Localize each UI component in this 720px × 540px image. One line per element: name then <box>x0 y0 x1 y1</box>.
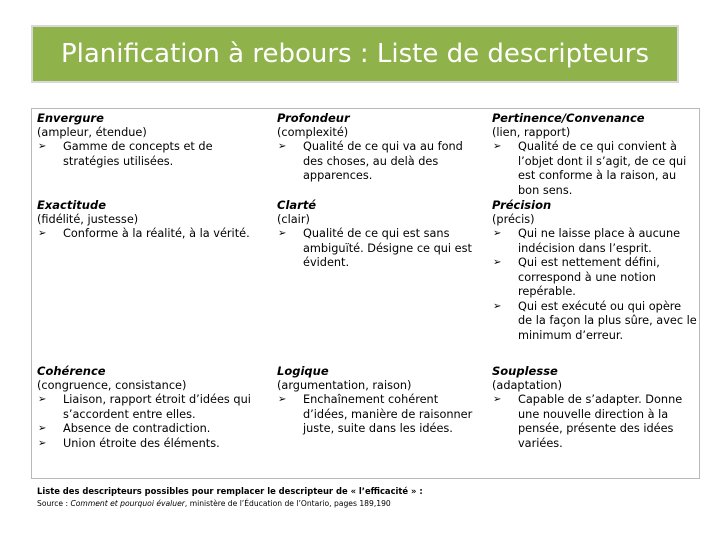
list-item: ➢ Qualité de ce qui va au fond des choses, au delà des apparences. <box>278 140 463 182</box>
list-item: ➢ Gamme de concepts et de stratégies utilisées. <box>38 140 213 168</box>
arrow-bullet-icon: ➢ <box>493 141 502 152</box>
cell-heading: Logique <box>277 364 329 378</box>
cell-subtitle: (lien, rapport) <box>492 125 571 139</box>
arrow-bullet-icon: ➢ <box>38 228 47 239</box>
cell-heading: Cohérence <box>37 364 106 378</box>
cell-subtitle: (clair) <box>277 212 310 226</box>
arrow-bullet-icon: ➢ <box>493 300 502 312</box>
list-item: ➢ Conforme à la réalité, à la vérité. <box>38 227 250 240</box>
list-item: ➢ Capable de s’adapter. Donne une nouvelle direction à la pensée, présente des idées variées. <box>493 393 683 450</box>
cell-heading: Précision <box>492 198 552 212</box>
arrow-bullet-icon: ➢ <box>493 228 502 239</box>
title-banner <box>31 25 679 83</box>
cell-subtitle: (congruence, consistance) <box>37 378 187 392</box>
list-item: ➢ Liaison, rapport étroit d’idées qui s’accordent entre elles. <box>38 393 251 421</box>
list-item: ➢ Union étroite des éléments. <box>38 436 220 450</box>
cell-subtitle: (fidélité, justesse) <box>37 212 139 226</box>
cell-heading: Clarté <box>277 198 317 212</box>
cell-envergure <box>37 111 252 169</box>
list-item: ➢ Qualité de ce qui est sans ambiguïté. Désigne ce qui est évident. <box>278 227 472 269</box>
arrow-bullet-icon: ➢ <box>493 257 502 268</box>
cell-logique <box>277 364 477 437</box>
footer-source: Source : Comment et pourquoi évaluer, ministère de l’Éducation de l’Ontario, pages 189,190 <box>37 499 391 508</box>
cell-subtitle: (précis) <box>492 212 535 226</box>
list-item: ➢ Qui est nettement défini, correspond à une notion repérable. <box>493 256 660 298</box>
cell-heading: Envergure <box>37 111 104 125</box>
cell-profondeur <box>277 111 482 184</box>
list-item: ➢ Enchaînement cohérent d’idées, manière de raisonner juste, suite dans les idées. <box>278 393 473 435</box>
cell-coherence <box>37 364 272 451</box>
cell-subtitle: (ampleur, étendue) <box>37 125 147 139</box>
cell-subtitle: (complexité) <box>277 125 349 139</box>
cell-heading: Profondeur <box>277 111 350 125</box>
list-item: ➢ Absence de contradiction. <box>38 422 211 435</box>
source-title: Comment et pourquoi évaluer <box>70 499 185 508</box>
arrow-bullet-icon: ➢ <box>38 437 47 449</box>
list-item: ➢ Qui est exécuté ou qui opère de la façon la plus sûre, avec le minimum d’erreur. <box>493 299 697 342</box>
cell-subtitle: (adaptation) <box>492 378 562 392</box>
cell-heading: Exactitude <box>37 198 107 212</box>
cell-subtitle: (argumentation, raison) <box>277 378 412 392</box>
arrow-bullet-icon: ➢ <box>493 394 502 405</box>
cell-souplesse <box>492 364 698 451</box>
cell-heading: Pertinence/Convenance <box>492 111 645 125</box>
cell-exactitude <box>37 198 277 242</box>
arrow-bullet-icon: ➢ <box>278 394 287 405</box>
arrow-bullet-icon: ➢ <box>278 228 287 239</box>
cell-heading: Souplesse <box>492 364 558 378</box>
arrow-bullet-icon: ➢ <box>38 394 47 405</box>
cell-pertinence <box>492 111 698 198</box>
list-item: ➢ Qui ne laisse place à aucune indécision dans l’esprit. <box>493 227 681 255</box>
page-title: Planification à rebours : Liste de descripteurs <box>60 39 650 69</box>
arrow-bullet-icon: ➢ <box>278 141 287 152</box>
cell-precision <box>492 198 698 343</box>
arrow-bullet-icon: ➢ <box>38 141 47 152</box>
footer-note: Liste des descripteurs possibles pour remplacer le descripteur de « l’efficacité » : <box>37 486 423 496</box>
arrow-bullet-icon: ➢ <box>38 423 47 434</box>
cell-clarte <box>277 198 482 271</box>
list-item: ➢ Qualité de ce qui convient à l’objet dont il s’agit, de ce qui est conforme à la raison, au bon sens. <box>493 140 687 197</box>
